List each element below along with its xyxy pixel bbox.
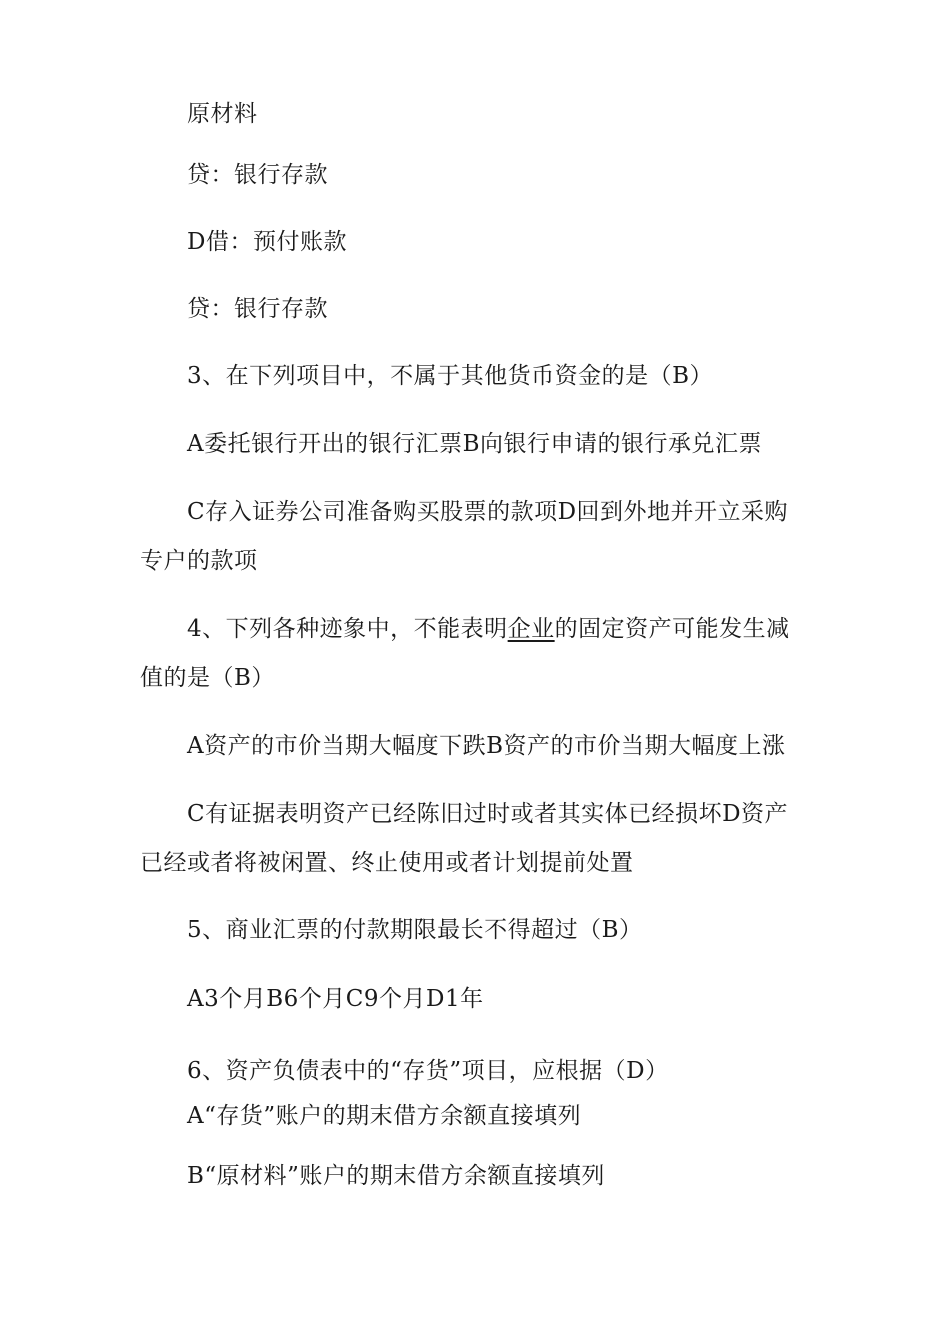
question-5-options: A3个月B6个月C9个月D1年 bbox=[187, 986, 484, 1012]
enterprise-link[interactable]: 企业 bbox=[507, 616, 555, 642]
text-line-credit-bank-deposit-1: 贷：银行存款 bbox=[187, 162, 328, 188]
text-line-raw-materials: 原材料 bbox=[187, 101, 258, 127]
text-line-option-d-debit: D借：预付账款 bbox=[187, 229, 347, 255]
question-4-text-b: 的固定资产可能发生减 bbox=[554, 616, 790, 642]
question-3-options-ab: A委托银行开出的银行汇票B向银行申请的银行承兑汇票 bbox=[187, 431, 763, 457]
question-6-option-a: A“存货”账户的期末借方余额直接填列 bbox=[187, 1103, 582, 1129]
question-5: 5、商业汇票的付款期限最长不得超过（B） bbox=[187, 917, 643, 943]
question-4 bbox=[187, 614, 790, 644]
question-4-options-cd: C有证据表明资产已经陈旧过时或者其实体已经损坏D资产 bbox=[187, 801, 789, 827]
question-3: 3、在下列项目中，不属于其他货币资金的是（B） bbox=[187, 363, 714, 389]
question-4-cont: 值的是（B） bbox=[140, 665, 275, 691]
question-4-text-a: 4、下列各种迹象中，不能表明 bbox=[187, 616, 508, 642]
question-4-options-cd-cont: 已经或者将被闲置、终止使用或者计划提前处置 bbox=[140, 850, 634, 876]
text-line-credit-bank-deposit-2: 贷：银行存款 bbox=[187, 296, 328, 322]
question-3-options-cd: C存入证券公司准备购买股票的款项D回到外地并开立采购 bbox=[187, 499, 789, 525]
question-3-options-cd-cont: 专户的款项 bbox=[140, 548, 258, 574]
question-6-option-b: B“原材料”账户的期末借方余额直接填列 bbox=[187, 1163, 605, 1189]
question-4-options-ab: A资产的市价当期大幅度下跌B资产的市价当期大幅度上涨 bbox=[187, 733, 786, 759]
question-6: 6、资产负债表中的“存货”项目，应根据（D） bbox=[187, 1058, 669, 1084]
